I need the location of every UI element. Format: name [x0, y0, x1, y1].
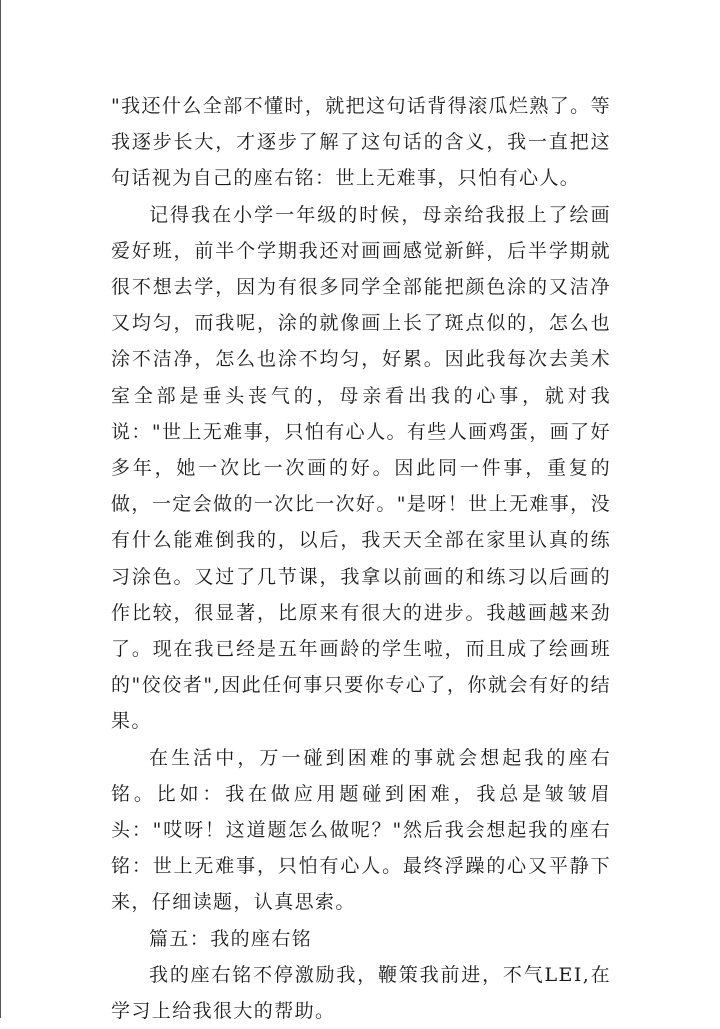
document-body [111, 88, 611, 1029]
page-left-border [0, 0, 1, 1018]
section-heading: 篇五：我的座右铭 [149, 927, 313, 950]
paragraph-2: 记得我在小学一年级的时候，母亲给我报上了绘画爱好班，前半个学期我还对画画感觉新鲜，后半学期就很不想去学，因为有很多同学全部能把颜色涂的又洁净又均匀，而我呢，涂的就像画上长了斑点似的，怎么也涂不洁净，怎么也涂不均匀，好累。因此我每次去美术室全部是垂头丧气的，母亲看出我的心事，就对我说："世上无难事，只怕有心人。有些人画鸡蛋，画了好多年，她一次比一次画的好。因此同一件事，重复的做，一定会做的一次比一次好。"是呀！世上无难事，没有什么能难倒我的，以后，我天天全部在家里认真的练习涂色。又过了几节课，我拿以前画的和练习以后画的作比较，很显著，比原来有很大的进步。我越画越来劲了。现在我已经是五年画龄的学生啦，而且成了绘画班的"佼佼者",因此任何事只要你专心了，你就会有好的结果。 [111, 203, 611, 733]
paragraph-3: 在生活中，万一碰到困难的事就会想起我的座右铭。比如：我在做应用题碰到困难，我总是皱皱眉头："哎呀！这道题怎么做呢？"然后我会想起我的座右铭：世上无难事，只怕有心人。最终浮躁的心又平静下来，仔细读题，认真思索。 [111, 746, 611, 914]
paragraph-4: 我的座右铭不停激励我，鞭策我前进，不气LEI,在学习上给我很大的帮助。 [111, 963, 611, 1023]
paragraph-1: "我还什么全部不懂时，就把这句话背得滚瓜烂熟了。等我逐步长大，才逐步了解了这句话的含义，我一直把这句话视为自己的座右铭：世上无难事，只怕有心人。 [111, 95, 611, 190]
